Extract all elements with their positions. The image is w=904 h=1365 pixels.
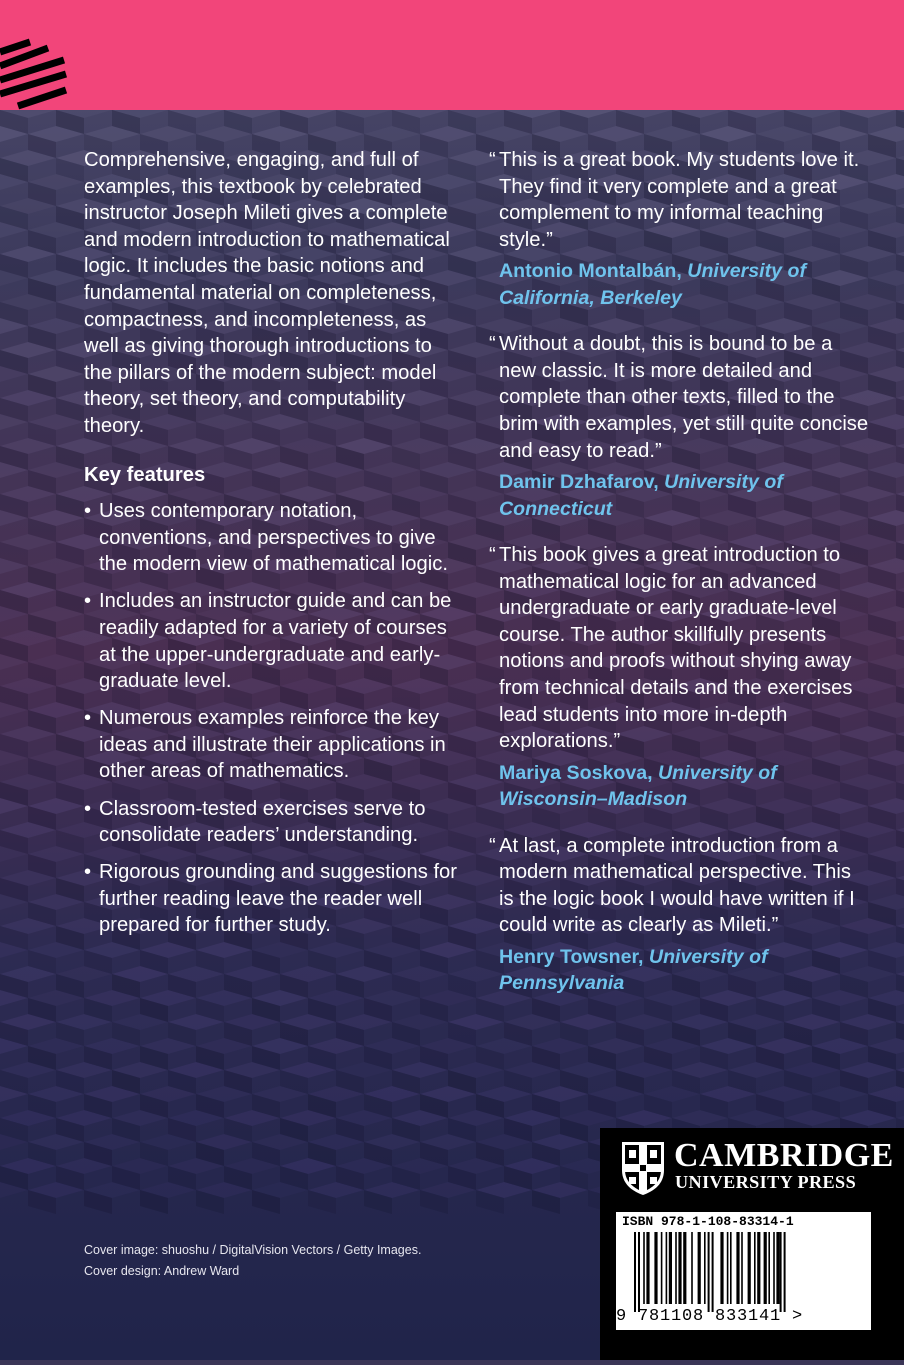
- key-features-list: [84, 498, 464, 939]
- cover-image-credit: Cover image: shuoshu / DigitalVision Vectors / Getty Images.: [84, 1243, 422, 1257]
- bullet-icon: •: [84, 861, 92, 884]
- endorsement-quote: “ At last, a complete introduction from a modern mathematical perspective. This is the logic book I would have written if I could write as clearly as Mileti.”: [489, 834, 855, 937]
- endorsement-quote: “ This book gives a great introduction to mathematical logic for an advanced undergraduate or early graduate-level course. The author skillfully presents notions and proofs without shying away from technical details and the exercises lead students into more in-depth explorations.”: [489, 543, 853, 753]
- endorsement-attribution: Damir Dzhafarov, University of Connecticut: [499, 471, 783, 520]
- book-description: Comprehensive, engaging, and full of examples, this textbook by celebrated instructor Joseph Mileti gives a complete and modern introduction to mathematical logic. It includes the basic notions and fundamental material on completeness, compactness, and incompleteness, as well as giving thorough introductions to the pillars of the modern subject: model theory, set theory, and computability theory.: [84, 149, 450, 437]
- feature-item: • Classroom-tested exercises serve to consolidate readers’ understanding.: [84, 797, 426, 847]
- feature-item: • Numerous examples reinforce the key ideas and illustrate their applications in other areas of mathematics.: [84, 707, 446, 783]
- endorsement-attribution: Mariya Soskova, University of Wisconsin–Madison: [499, 761, 777, 811]
- endorsement-attribution: Antonio Montalbán, University of California, Berkeley: [499, 260, 806, 309]
- bullet-icon: •: [84, 707, 92, 730]
- isbn-barcode: [616, 1212, 871, 1330]
- barcode-digits: 9 781108 833141 >: [616, 1307, 804, 1326]
- endorsement-quote: “ This is a great book. My students love it. They find it very complete and a great complement to my informal teaching style.”: [489, 149, 860, 251]
- feature-item: • Includes an instructor guide and can be readily adapted for a variety of courses at the upper-undergraduate and early-graduate level.: [84, 590, 452, 693]
- isbn-label: ISBN 978-1-108-83314-1: [622, 1214, 794, 1229]
- bullet-icon: •: [84, 590, 92, 613]
- bullet-icon: •: [84, 797, 92, 820]
- feature-item: • Uses contemporary notation, conventions, and perspectives to give the modern view of mathematical logic.: [84, 500, 448, 576]
- endorsement-quote: “ Without a doubt, this is bound to be a new classic. It is more detailed and complete than other texts, filled to the brim with examples, yet still quite concise and easy to read.”: [489, 333, 869, 462]
- cover-design-credit: Cover design: Andrew Ward: [84, 1264, 240, 1278]
- endorsement: [490, 833, 870, 997]
- publisher-subname: UNIVERSITY PRESS: [675, 1172, 857, 1192]
- endorsement: [490, 147, 870, 311]
- endorsements-column: [490, 147, 870, 1017]
- endorsement: [490, 331, 870, 522]
- feature-item: • Rigorous grounding and suggestions for further reading leave the reader well prepared for further study.: [84, 861, 458, 937]
- top-color-band: [0, 0, 904, 110]
- bullet-icon: •: [84, 500, 92, 523]
- stripe-motif: [0, 0, 80, 110]
- cover-credits: [84, 1240, 421, 1282]
- endorsement: [490, 542, 870, 813]
- key-features-heading: Key features: [84, 463, 206, 486]
- cambridge-crest-icon: [620, 1140, 666, 1196]
- publisher-name: CAMBRIDGE: [674, 1137, 894, 1174]
- left-column: [84, 147, 464, 950]
- endorsement-attribution: Henry Towsner, University of Pennsylvania: [499, 945, 768, 995]
